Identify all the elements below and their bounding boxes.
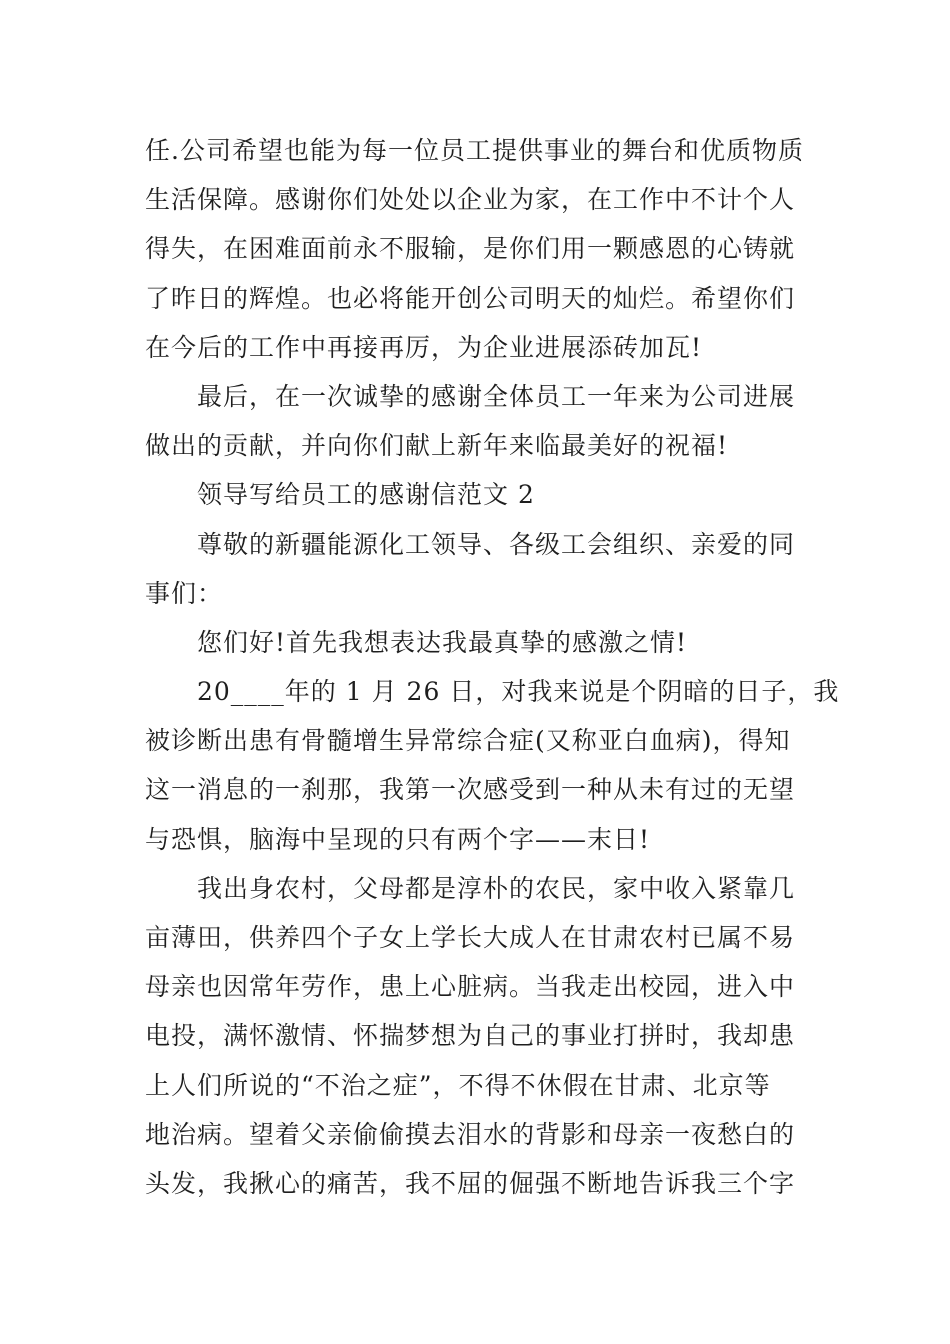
paragraph-start-line: 您们好!首先我想表达我最真挚的感激之情! [197,627,688,657]
paragraph-start-line: 20____年的 1 月 26 日，对我来说是个阴暗的日子，我 [197,677,840,707]
salutation-line: 事们： [145,578,224,608]
text-line: 被诊断出患有骨髓增生异常综合症(又称亚白血病)，得知 [145,726,791,756]
section-heading: 领导写给员工的感谢信范文 2 [197,480,535,510]
salutation-line: 尊敬的新疆能源化工领导、各级工会组织、亲爱的同 [197,529,796,559]
text-line: 母亲也因常年劳作，患上心脏病。当我走出校园，进入中 [145,972,796,1002]
text-line: 在今后的工作中再接再厉，为企业进展添砖加瓦! [145,332,703,362]
document-body [145,126,840,1208]
text-line: 做出的贡献，并向你们献上新年来临最美好的祝福! [145,431,729,461]
text-line: 亩薄田，供养四个子女上学长大成人在甘肃农村已属不易 [145,923,796,952]
text-line: 头发，我揪心的痛苦，我不屈的倔强不断地告诉我三个字 [145,1168,796,1198]
text-line: 了昨日的辉煌。也必将能开创公司明天的灿烂。希望你们 [145,283,796,313]
text-line: 与恐惧，脑海中呈现的只有两个字——末日! [145,824,651,854]
text-line: 得失，在困难面前永不服输，是你们用一颗感恩的心铸就 [145,234,796,264]
text-line: 生活保障。感谢你们处处以企业为家，在工作中不计个人 [145,185,796,215]
paragraph-start-line: 我出身农村，父母都是淳朴的农民，家中收入紧靠几 [197,873,796,903]
text-line: 任.公司希望也能为每一位员工提供事业的舞台和优质物质 [145,136,804,165]
paragraph-start-line: 最后，在一次诚挚的感谢全体员工一年来为公司进展 [197,381,796,411]
text-line: 这一消息的一刹那，我第一次感受到一种从未有过的无望 [145,775,796,805]
text-line: 上人们所说的“不治之症”，不得不休假在甘肃、北京等 [145,1070,771,1100]
text-line: 地治病。望着父亲偷偷摸去泪水的背影和母亲一夜愁白的 [145,1119,796,1149]
text-line: 电投，满怀激情、怀揣梦想为自己的事业打拼时，我却患 [145,1021,796,1051]
